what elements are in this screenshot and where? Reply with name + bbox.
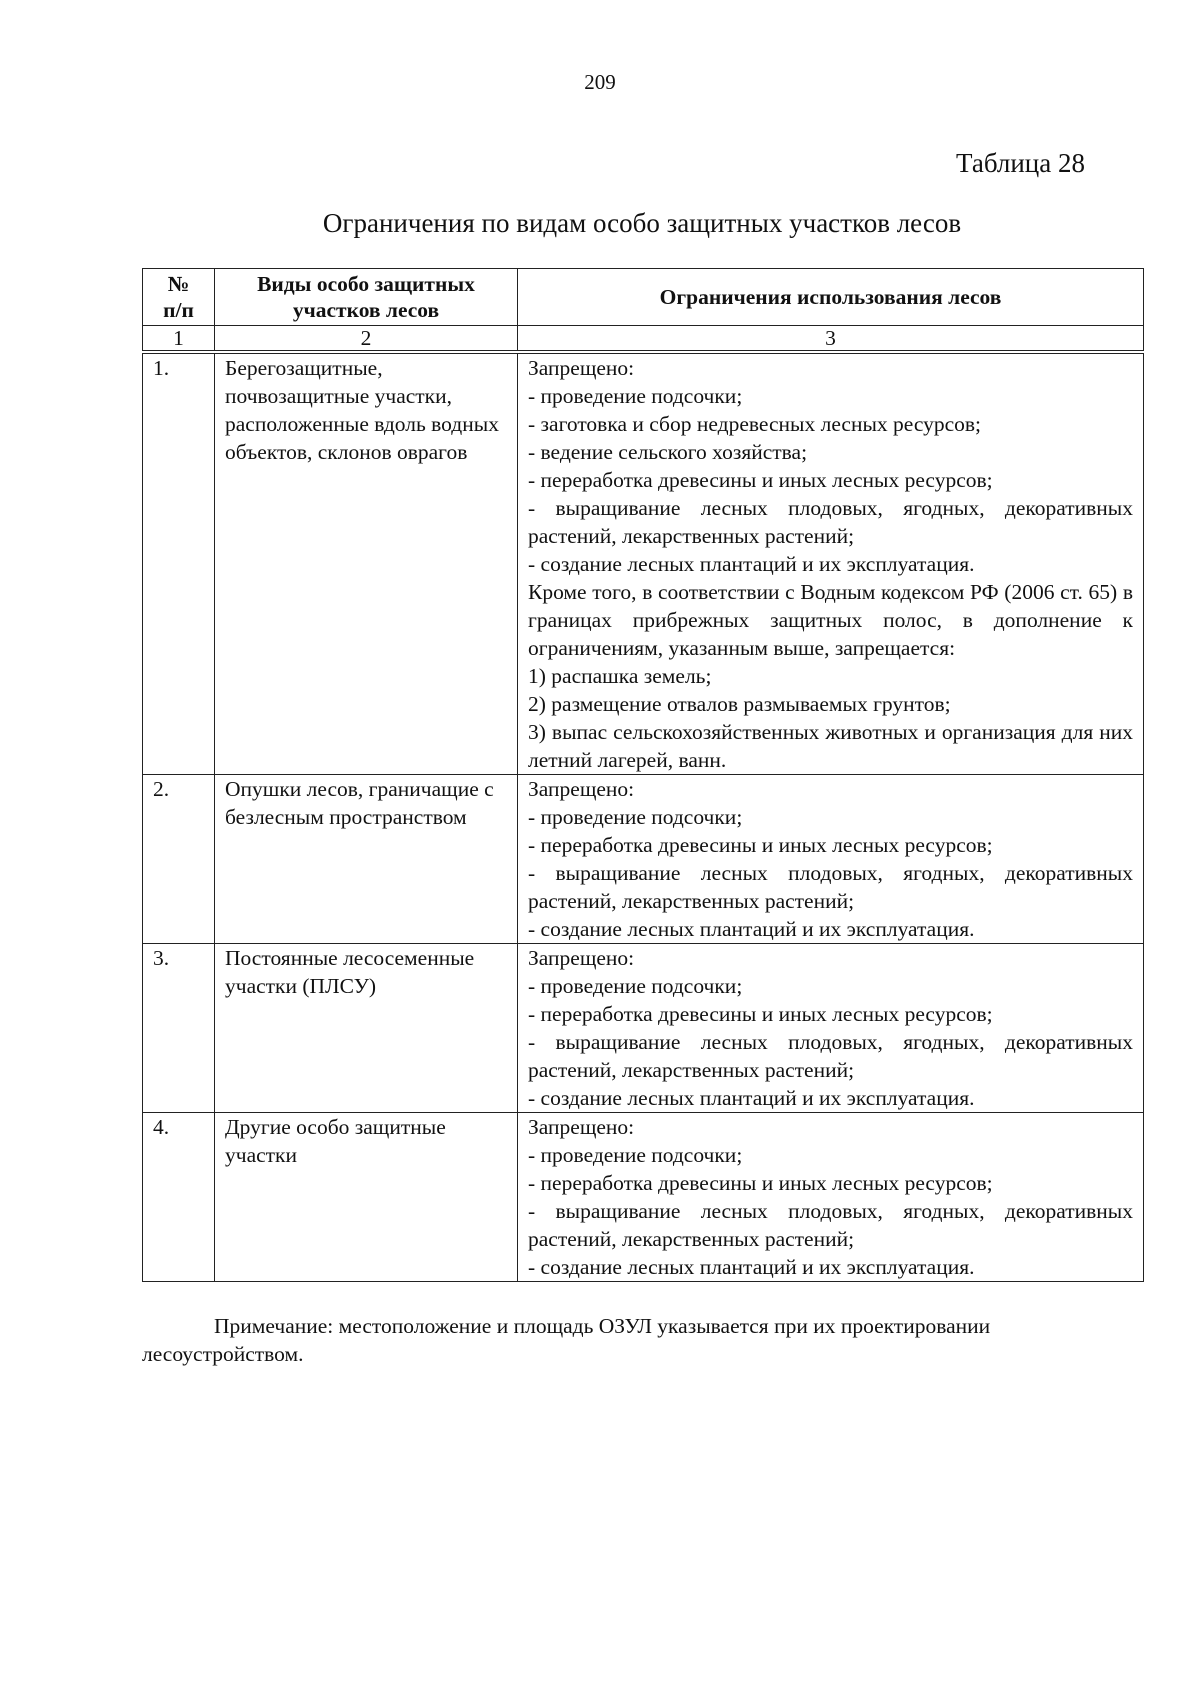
restrictions-cell (518, 1113, 1144, 1282)
restrictions-cell (518, 775, 1144, 944)
protected-area-kind: Другие особо защитные участки (215, 1113, 518, 1282)
restriction-item: - переработка древесины и иных лесных ресурсов; (528, 468, 993, 492)
row-number: 4. (143, 1113, 215, 1282)
water-code-item: 2) размещение отвалов размываемых грунтов; (528, 692, 951, 716)
water-code-note: Кроме того, в соответствии с Водным кодексом РФ (2006 ст. 65) в границах прибрежных защитных полос, в дополнение к ограничениям, указанным выше, запрещается: (528, 580, 1133, 660)
forbidden-label: Запрещено: (528, 946, 635, 970)
restriction-item: - проведение подсочки; (528, 974, 743, 998)
restriction-item: - выращивание лесных плодовых, ягодных, декоративных растений, лекарственных растений; (528, 1199, 1133, 1251)
restriction-item: - переработка древесины и иных лесных ресурсов; (528, 1002, 993, 1026)
table-row (143, 352, 1144, 775)
column-number: 3 (518, 326, 1144, 353)
table-row (143, 944, 1144, 1113)
forbidden-label: Запрещено: (528, 777, 635, 801)
restriction-item: - переработка древесины и иных лесных ресурсов; (528, 833, 993, 857)
restrictions-table (142, 268, 1144, 1282)
restriction-item: - переработка древесины и иных лесных ресурсов; (528, 1171, 993, 1195)
header-row (143, 269, 1144, 326)
protected-area-kind: Берегозащитные, почвозащитные участки, расположенные вдоль водных объектов, склонов оврагов (215, 352, 518, 775)
forbidden-label: Запрещено: (528, 356, 635, 380)
protected-area-kind: Постоянные лесосеменные участки (ПЛСУ) (215, 944, 518, 1113)
table-note: Примечание: местоположение и площадь ОЗУЛ указывается при их проектировании лесоустройством. (142, 1314, 991, 1366)
restriction-item: - заготовка и сбор недревесных лесных ресурсов; (528, 412, 982, 436)
protected-area-kind: Опушки лесов, граничащие с безлесным пространством (215, 775, 518, 944)
header-restrictions: Ограничения использования лесов (518, 269, 1144, 326)
restriction-item: - создание лесных плантаций и их эксплуатация. (528, 1086, 975, 1110)
water-code-item: 3) выпас сельскохозяйственных животных и организация для них летний лагерей, ванн. (528, 720, 1133, 772)
restriction-item: - создание лесных плантаций и их эксплуатация. (528, 1255, 975, 1279)
restriction-item: - проведение подсочки; (528, 1143, 743, 1167)
table-row (143, 775, 1144, 944)
restriction-item: - создание лесных плантаций и их эксплуатация. (528, 917, 975, 941)
page-number: 209 (584, 70, 616, 94)
table-row (143, 1113, 1144, 1282)
row-number: 1. (143, 352, 215, 775)
row-number: 2. (143, 775, 215, 944)
column-number: 1 (143, 326, 215, 353)
forbidden-label: Запрещено: (528, 1115, 635, 1139)
row-number: 3. (143, 944, 215, 1113)
header-kind: Виды особо защитных участков лесов (215, 269, 518, 326)
column-number-row (143, 326, 1144, 353)
restrictions-cell (518, 352, 1144, 775)
restriction-item: - выращивание лесных плодовых, ягодных, декоративных растений, лекарственных растений; (528, 861, 1133, 913)
table-label: Таблица 28 (956, 148, 1085, 178)
restriction-item: - создание лесных плантаций и их эксплуатация. (528, 552, 975, 576)
restriction-item: - выращивание лесных плодовых, ягодных, декоративных растений, лекарственных растений; (528, 1030, 1133, 1082)
restriction-item: - проведение подсочки; (528, 805, 743, 829)
restriction-item: - проведение подсочки; (528, 384, 743, 408)
restriction-item: - ведение сельского хозяйства; (528, 440, 808, 464)
table-title: Ограничения по видам особо защитных участков лесов (322, 208, 962, 238)
water-code-item: 1) распашка земель; (528, 664, 712, 688)
restrictions-cell (518, 944, 1144, 1113)
restriction-item: - выращивание лесных плодовых, ягодных, декоративных растений, лекарственных растений; (528, 496, 1133, 548)
column-number: 2 (215, 326, 518, 353)
header-number: № п/п (143, 269, 215, 326)
